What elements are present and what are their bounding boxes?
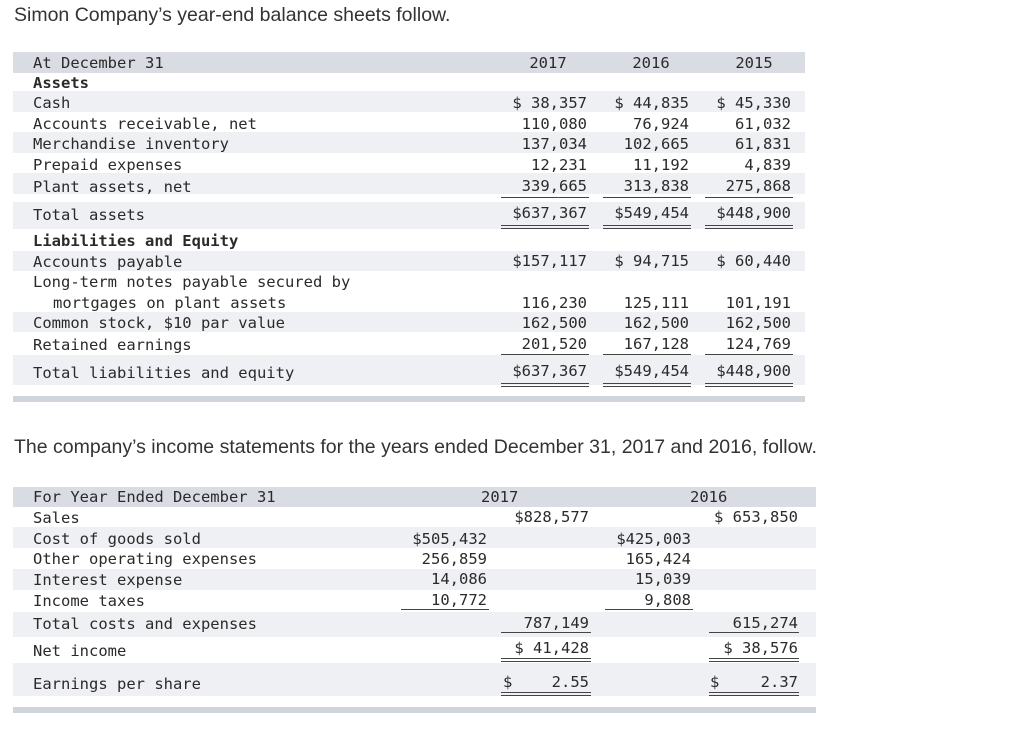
cell-value: 14,086 (431, 570, 487, 588)
subtotal-rule (709, 632, 799, 633)
net-income-value: $ 41,428 (514, 639, 589, 657)
row-label: Cost of goods sold (33, 530, 201, 548)
cell-value: 10,772 (431, 591, 487, 609)
net-income-value: $ 38,576 (723, 639, 798, 657)
row-label: Plant assets, net (33, 178, 192, 196)
cell-value: 12,231 (531, 156, 587, 174)
cell-value: 76,924 (633, 115, 689, 133)
year-header: 2016 (632, 54, 670, 72)
total-value: $448,900 (716, 362, 791, 380)
cell-value: $157,117 (512, 252, 587, 270)
subtotal-rule (605, 609, 693, 610)
year-header: 2016 (690, 488, 728, 506)
balance-sheet-table (13, 52, 805, 404)
double-underline (603, 228, 691, 229)
row-label: Other operating expenses (33, 550, 257, 568)
cell-value: 125,111 (623, 294, 689, 312)
net-income-label: Net income (33, 642, 127, 660)
cell-value: 61,032 (735, 115, 791, 133)
liabilities-heading: Liabilities and Equity (33, 232, 239, 250)
table-bottom-bar (13, 396, 805, 402)
sales-label: Sales (33, 509, 80, 527)
cell-value: 61,831 (735, 135, 791, 153)
year-header: 2017 (529, 54, 567, 72)
cell-value: 102,665 (623, 135, 689, 153)
cell-value: 101,191 (725, 294, 791, 312)
column-header-label: At December 31 (33, 54, 164, 72)
double-underline (705, 383, 793, 384)
row-label: Retained earnings (33, 336, 192, 354)
eps-currency: $ (710, 673, 720, 691)
balance-sheet-intro: Simon Company’s year-end balance sheets follow. (14, 4, 451, 26)
cell-value: $425,003 (616, 530, 691, 548)
income-statement-table (13, 487, 816, 717)
total-costs-value: 787,149 (523, 614, 589, 632)
total-liabilities-label: Total liabilities and equity (33, 364, 295, 382)
subtotal-rule (705, 197, 793, 198)
row-label: Accounts payable (33, 253, 183, 271)
double-underline (709, 661, 799, 662)
double-underline (501, 386, 589, 387)
row-label-continued: mortgages on plant assets (53, 294, 287, 312)
cell-value: 11,192 (633, 156, 689, 174)
cell-value: 167,128 (623, 335, 689, 353)
sales-value: $ 653,850 (714, 508, 798, 526)
total-value: $549,454 (614, 362, 689, 380)
cell-value: $505,432 (412, 530, 487, 548)
eps-currency: $ (503, 673, 513, 691)
cell-value: $ 45,330 (716, 94, 791, 112)
double-underline (709, 692, 799, 693)
double-underline (603, 383, 691, 384)
cell-value: 9,808 (644, 591, 691, 609)
subtotal-rule (501, 197, 589, 198)
double-underline (501, 658, 591, 659)
double-underline (705, 225, 793, 226)
cell-value: 4,839 (744, 156, 791, 174)
total-costs-label: Total costs and expenses (33, 615, 257, 633)
eps-value: 2.55 (551, 673, 589, 691)
subtotal-rule (603, 197, 691, 198)
cell-value: $ 44,835 (614, 94, 689, 112)
total-value: $637,367 (512, 362, 587, 380)
double-underline (501, 225, 589, 226)
double-underline (603, 225, 691, 226)
total-assets-label: Total assets (33, 206, 145, 224)
eps-label: Earnings per share (33, 675, 201, 693)
subtotal-rule (501, 354, 589, 355)
assets-heading: Assets (33, 74, 89, 92)
double-underline (709, 695, 799, 696)
column-header-label: For Year Ended December 31 (33, 488, 276, 506)
total-value: $549,454 (614, 204, 689, 222)
year-header: 2015 (735, 54, 773, 72)
subtotal-rule (603, 354, 691, 355)
row-label: Long-term notes payable secured by (33, 273, 351, 291)
cell-value: 15,039 (635, 570, 691, 588)
double-underline (501, 383, 589, 384)
double-underline (501, 661, 591, 662)
year-header: 2017 (481, 488, 519, 506)
row-label: Merchandise inventory (33, 135, 229, 153)
subtotal-rule (401, 609, 489, 610)
total-costs-value: 615,274 (732, 614, 798, 632)
cell-value: 116,230 (521, 294, 587, 312)
cell-value: 137,034 (521, 135, 587, 153)
cell-value: 339,665 (521, 177, 587, 195)
cell-value: 124,769 (725, 335, 791, 353)
double-underline (705, 228, 793, 229)
cell-value: 256,859 (421, 550, 487, 568)
double-underline (501, 695, 591, 696)
cell-value: 162,500 (623, 314, 689, 332)
double-underline (501, 692, 591, 693)
eps-value: 2.37 (760, 673, 798, 691)
cell-value: 275,868 (725, 177, 791, 195)
row-label: Accounts receivable, net (33, 115, 257, 133)
cell-value: 165,424 (625, 550, 691, 568)
cell-value: 110,080 (521, 115, 587, 133)
cell-value: $ 60,440 (716, 252, 791, 270)
double-underline (705, 386, 793, 387)
sales-value: $828,577 (514, 508, 589, 526)
row-label: Prepaid expenses (33, 156, 183, 174)
total-value: $448,900 (716, 204, 791, 222)
cell-value: 201,520 (521, 335, 587, 353)
total-value: $637,367 (512, 204, 587, 222)
double-underline (501, 228, 589, 229)
double-underline (603, 386, 691, 387)
cell-value: 162,500 (725, 314, 791, 332)
cell-value: 313,838 (623, 177, 689, 195)
row-label: Income taxes (33, 592, 145, 610)
double-underline (709, 658, 799, 659)
income-statement-intro: The company’s income statements for the years ended December 31, 2017 and 2016, follow. (14, 436, 817, 458)
cell-value: 162,500 (521, 314, 587, 332)
row-label: Common stock, $10 par value (33, 314, 285, 332)
cell-value: $ 94,715 (614, 252, 689, 270)
subtotal-rule (705, 354, 793, 355)
row-label: Cash (33, 94, 71, 112)
subtotal-rule (501, 632, 591, 633)
table-bottom-bar (13, 707, 816, 713)
row-label: Interest expense (33, 571, 183, 589)
cell-value: $ 38,357 (512, 94, 587, 112)
